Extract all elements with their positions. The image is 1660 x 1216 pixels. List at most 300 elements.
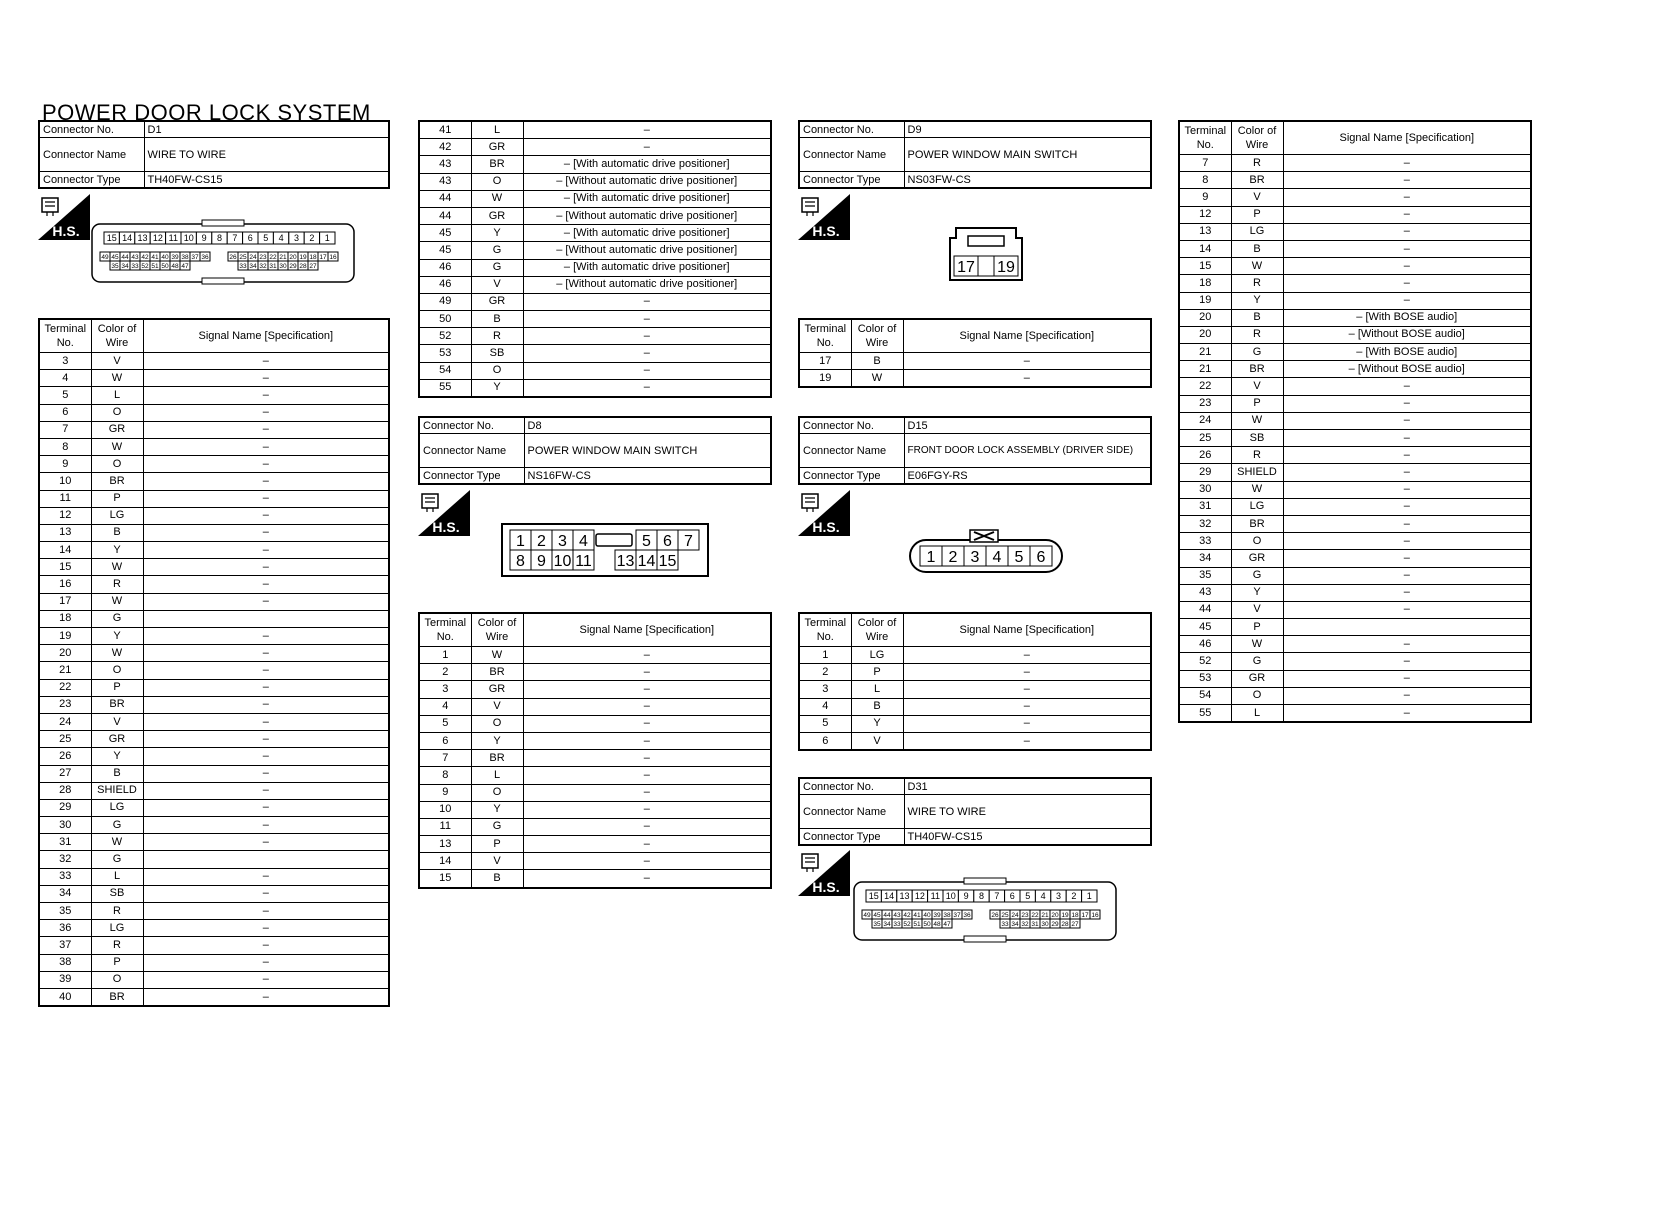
connector-lock-tab bbox=[964, 878, 1006, 884]
table-row bbox=[419, 311, 771, 328]
color-header: Color of Wire bbox=[91, 319, 143, 353]
signal-cell: – [With automatic drive positioner] bbox=[523, 156, 771, 173]
signal-cell: – bbox=[143, 834, 389, 851]
table-row bbox=[1179, 481, 1531, 498]
signal-cell: – bbox=[1283, 550, 1531, 567]
table-row bbox=[39, 610, 389, 627]
pin-number: 6 bbox=[247, 233, 253, 244]
connector-name-value: WIRE TO WIRE bbox=[904, 795, 1151, 829]
color-cell: B bbox=[91, 524, 143, 541]
pin-number: 26 bbox=[229, 253, 237, 261]
table-row bbox=[1179, 567, 1531, 584]
table-row bbox=[1179, 240, 1531, 257]
color-cell: R bbox=[91, 937, 143, 954]
color-cell: B bbox=[851, 698, 903, 715]
table-row bbox=[799, 353, 1151, 370]
pin-number: 33 bbox=[131, 262, 139, 270]
table-row bbox=[799, 698, 1151, 715]
table-row bbox=[799, 370, 1151, 388]
terminal-cell: 13 bbox=[419, 836, 471, 853]
harness-side-icon bbox=[38, 194, 90, 240]
signal-cell: – bbox=[143, 937, 389, 954]
signal-cell: – bbox=[1283, 670, 1531, 687]
connector-no-label: Connector No. bbox=[799, 778, 904, 795]
table-row bbox=[1179, 653, 1531, 670]
pin-number: 34 bbox=[249, 262, 257, 270]
color-cell: BR bbox=[1231, 172, 1283, 189]
color-cell: G bbox=[471, 818, 523, 835]
connector-no-label: Connector No. bbox=[799, 417, 904, 434]
signal-header: Signal Name [Specification] bbox=[523, 613, 771, 647]
terminal-cell: 15 bbox=[419, 870, 471, 888]
table-row bbox=[419, 156, 771, 173]
color-cell: SB bbox=[91, 885, 143, 902]
signal-cell: – bbox=[1283, 515, 1531, 532]
terminal-cell: 14 bbox=[419, 853, 471, 870]
pin-number: 28 bbox=[299, 262, 307, 270]
terminal-cell: 54 bbox=[1179, 687, 1231, 704]
signal-cell: – bbox=[523, 715, 771, 732]
signal-cell: – [With automatic drive positioner] bbox=[523, 225, 771, 242]
table-row bbox=[419, 664, 771, 681]
color-cell: W bbox=[471, 190, 523, 207]
d15-terminal-table bbox=[798, 612, 1152, 751]
signal-cell: – bbox=[1283, 533, 1531, 550]
pin-number: 30 bbox=[279, 262, 287, 270]
pin-number: 13 bbox=[899, 891, 910, 902]
signal-cell: – bbox=[143, 404, 389, 421]
pin-number: 28 bbox=[1061, 920, 1069, 928]
table-row bbox=[39, 868, 389, 885]
table-row bbox=[39, 954, 389, 971]
terminal-cell: 23 bbox=[1179, 395, 1231, 412]
color-cell: O bbox=[1231, 687, 1283, 704]
terminal-cell: 1 bbox=[799, 647, 851, 664]
terminal-cell: 29 bbox=[1179, 464, 1231, 481]
color-cell: GR bbox=[471, 207, 523, 224]
table-row bbox=[39, 731, 389, 748]
terminal-cell: 19 bbox=[39, 628, 91, 645]
signal-cell: – bbox=[1283, 601, 1531, 618]
pin-number: 38 bbox=[181, 253, 189, 261]
table-row bbox=[419, 818, 771, 835]
pin-number: 9 bbox=[201, 233, 207, 244]
table-row bbox=[419, 784, 771, 801]
signal-cell: – bbox=[903, 664, 1151, 681]
d1-terminal-table bbox=[38, 318, 390, 1007]
pin-number: 14 bbox=[122, 233, 133, 244]
color-cell: B bbox=[1231, 309, 1283, 326]
pin-number: 49 bbox=[101, 253, 109, 261]
terminal-cell: 37 bbox=[39, 937, 91, 954]
harness-side-icon bbox=[418, 490, 470, 536]
terminal-cell: 34 bbox=[1179, 550, 1231, 567]
terminal-header: Terminal No. bbox=[799, 613, 851, 647]
signal-cell: – bbox=[903, 681, 1151, 698]
color-cell: Y bbox=[91, 628, 143, 645]
terminal-cell: 4 bbox=[39, 370, 91, 387]
table-row bbox=[419, 362, 771, 379]
color-cell: W bbox=[91, 438, 143, 455]
table-row bbox=[39, 593, 389, 610]
terminal-cell: 46 bbox=[419, 276, 471, 293]
pin-number: 2 bbox=[309, 233, 315, 244]
d1-connector-info bbox=[38, 120, 390, 189]
pin-number: 22 bbox=[1031, 911, 1039, 919]
pin-number: 11 bbox=[930, 891, 940, 902]
terminal-cell: 33 bbox=[39, 868, 91, 885]
pin-number: 9 bbox=[963, 891, 969, 902]
terminal-cell: 45 bbox=[419, 242, 471, 259]
signal-cell: – bbox=[143, 765, 389, 782]
pin-number: 4 bbox=[278, 233, 284, 244]
terminal-cell: 50 bbox=[419, 311, 471, 328]
table-row bbox=[39, 404, 389, 421]
connector-lock-tab bbox=[202, 220, 244, 226]
pin-number: 50 bbox=[923, 920, 931, 928]
color-header: Color of Wire bbox=[471, 613, 523, 647]
pin-number: 5 bbox=[642, 532, 651, 550]
pin-number: 14 bbox=[884, 891, 895, 902]
table-row bbox=[419, 293, 771, 310]
pin-number: 21 bbox=[1041, 911, 1049, 919]
table-row bbox=[419, 173, 771, 190]
color-cell: W bbox=[91, 370, 143, 387]
terminal-cell: 23 bbox=[39, 696, 91, 713]
pin-number: 20 bbox=[1051, 911, 1059, 919]
signal-cell: – bbox=[143, 542, 389, 559]
table-row bbox=[419, 207, 771, 224]
color-cell: B bbox=[91, 765, 143, 782]
terminal-cell: 46 bbox=[419, 259, 471, 276]
connector-name-label: Connector Name bbox=[39, 138, 144, 172]
terminal-cell: 49 bbox=[419, 293, 471, 310]
table-row bbox=[39, 387, 389, 404]
signal-cell: – bbox=[143, 645, 389, 662]
table-row bbox=[39, 645, 389, 662]
table-row bbox=[1179, 258, 1531, 275]
d31-connector-face bbox=[852, 876, 1118, 951]
table-row bbox=[39, 456, 389, 473]
terminal-cell: 53 bbox=[419, 345, 471, 362]
pin-number: 40 bbox=[161, 253, 169, 261]
color-cell: P bbox=[851, 664, 903, 681]
pin-number: 47 bbox=[181, 262, 189, 270]
pin-number: 48 bbox=[933, 920, 941, 928]
signal-cell: – [Without automatic drive positioner] bbox=[523, 173, 771, 190]
signal-cell: – bbox=[1283, 292, 1531, 309]
table-row bbox=[1179, 601, 1531, 618]
connector-no-value: D1 bbox=[144, 121, 389, 138]
signal-cell: – [Without automatic drive positioner] bbox=[523, 242, 771, 259]
signal-cell: – bbox=[143, 490, 389, 507]
pin-number: 17 bbox=[957, 258, 975, 276]
table-row bbox=[1179, 515, 1531, 532]
pin-number: 18 bbox=[1071, 911, 1079, 919]
signal-cell: – [With BOSE audio] bbox=[1283, 344, 1531, 361]
terminal-cell: 34 bbox=[39, 885, 91, 902]
terminal-cell: 7 bbox=[39, 421, 91, 438]
terminal-cell: 25 bbox=[39, 731, 91, 748]
pin-number: 19 bbox=[299, 253, 307, 261]
pin-number: 2 bbox=[537, 532, 546, 550]
signal-cell: – bbox=[143, 576, 389, 593]
table-row bbox=[39, 490, 389, 507]
d9-connector-face bbox=[946, 226, 1026, 289]
connector-no-label: Connector No. bbox=[419, 417, 524, 434]
signal-cell: – bbox=[523, 853, 771, 870]
pin-number: 11 bbox=[575, 552, 592, 570]
table-row bbox=[39, 799, 389, 816]
pin-number: 27 bbox=[1071, 920, 1079, 928]
terminal-cell: 8 bbox=[39, 438, 91, 455]
color-cell: R bbox=[1231, 155, 1283, 172]
signal-header: Signal Name [Specification] bbox=[903, 613, 1151, 647]
color-cell: L bbox=[1231, 705, 1283, 723]
color-cell: O bbox=[471, 715, 523, 732]
signal-cell: – bbox=[1283, 275, 1531, 292]
table-row bbox=[1179, 447, 1531, 464]
pin-number: 3 bbox=[293, 233, 300, 244]
pin-number: 6 bbox=[1009, 891, 1015, 902]
signal-cell: – bbox=[143, 799, 389, 816]
connector-key-tab bbox=[202, 278, 244, 284]
d31-connector-info bbox=[798, 777, 1152, 846]
color-cell: G bbox=[91, 817, 143, 834]
pin-number: 33 bbox=[893, 920, 901, 928]
table-row bbox=[799, 715, 1151, 732]
signal-cell: – bbox=[143, 679, 389, 696]
terminal-cell: 25 bbox=[1179, 430, 1231, 447]
signal-cell: – bbox=[1283, 653, 1531, 670]
pin-number: 48 bbox=[171, 262, 179, 270]
signal-cell: – bbox=[143, 954, 389, 971]
terminal-header: Terminal No. bbox=[799, 319, 851, 353]
pin-number: 41 bbox=[913, 911, 921, 919]
pin-number: 7 bbox=[232, 233, 238, 244]
signal-cell: – bbox=[523, 362, 771, 379]
table-row bbox=[1179, 412, 1531, 429]
terminal-cell: 35 bbox=[1179, 567, 1231, 584]
color-cell: W bbox=[1231, 481, 1283, 498]
table-row bbox=[419, 681, 771, 698]
terminal-cell: 20 bbox=[39, 645, 91, 662]
terminal-cell: 12 bbox=[1179, 206, 1231, 223]
terminal-cell: 12 bbox=[39, 507, 91, 524]
d1-terminal-table-continued bbox=[418, 120, 772, 398]
terminal-cell: 7 bbox=[1179, 155, 1231, 172]
table-row bbox=[1179, 172, 1531, 189]
terminal-cell: 15 bbox=[39, 559, 91, 576]
connector-key-tab bbox=[964, 936, 1006, 942]
signal-cell: – bbox=[143, 559, 389, 576]
connector-name-value: POWER WINDOW MAIN SWITCH bbox=[524, 434, 771, 468]
connector-latch bbox=[596, 534, 632, 546]
signal-cell: – bbox=[143, 868, 389, 885]
terminal-cell: 8 bbox=[419, 767, 471, 784]
terminal-cell: 22 bbox=[39, 679, 91, 696]
hs-connector-glyph bbox=[802, 198, 818, 212]
signal-cell: – bbox=[1283, 378, 1531, 395]
terminal-cell: 32 bbox=[1179, 515, 1231, 532]
color-cell: BR bbox=[91, 988, 143, 1006]
terminal-cell: 17 bbox=[39, 593, 91, 610]
color-cell: P bbox=[1231, 619, 1283, 636]
terminal-cell: 55 bbox=[419, 379, 471, 397]
signal-cell: – bbox=[523, 698, 771, 715]
pin-number: 42 bbox=[141, 253, 149, 261]
terminal-cell: 41 bbox=[419, 121, 471, 139]
pin-number: 32 bbox=[1021, 920, 1029, 928]
signal-cell: – bbox=[523, 647, 771, 664]
table-row bbox=[39, 971, 389, 988]
color-cell: O bbox=[1231, 533, 1283, 550]
table-row bbox=[419, 345, 771, 362]
signal-cell: – bbox=[523, 836, 771, 853]
connector-type-label: Connector Type bbox=[799, 172, 904, 189]
color-cell: P bbox=[91, 954, 143, 971]
table-row bbox=[1179, 584, 1531, 601]
terminal-cell: 43 bbox=[419, 173, 471, 190]
table-row bbox=[1179, 687, 1531, 704]
d1-connector-face bbox=[90, 218, 356, 293]
pin-number: 37 bbox=[191, 253, 199, 261]
color-cell: V bbox=[471, 276, 523, 293]
connector-name-value: POWER WINDOW MAIN SWITCH bbox=[904, 138, 1151, 172]
terminal-cell: 6 bbox=[39, 404, 91, 421]
d8-connector-info bbox=[418, 416, 772, 485]
signal-cell: – bbox=[1283, 498, 1531, 515]
pin-number: 24 bbox=[249, 253, 257, 261]
pin-number: 32 bbox=[259, 262, 267, 270]
signal-cell: – [Without automatic drive positioner] bbox=[523, 276, 771, 293]
terminal-cell: 5 bbox=[419, 715, 471, 732]
color-cell: Y bbox=[471, 379, 523, 397]
pin-number: 30 bbox=[1041, 920, 1049, 928]
color-cell: BR bbox=[1231, 515, 1283, 532]
connector-type-label: Connector Type bbox=[799, 829, 904, 846]
color-cell: V bbox=[1231, 601, 1283, 618]
table-row bbox=[39, 628, 389, 645]
table-row bbox=[1179, 309, 1531, 326]
signal-cell: – bbox=[1283, 705, 1531, 723]
pin-number: 51 bbox=[913, 920, 921, 928]
table-row bbox=[419, 139, 771, 156]
table-row bbox=[39, 851, 389, 868]
color-cell: R bbox=[471, 328, 523, 345]
hs-connector-glyph bbox=[42, 198, 58, 212]
terminal-cell: 8 bbox=[1179, 172, 1231, 189]
color-cell: W bbox=[1231, 412, 1283, 429]
terminal-cell: 13 bbox=[39, 524, 91, 541]
signal-cell: – bbox=[523, 801, 771, 818]
pin-number: 3 bbox=[1055, 891, 1062, 902]
color-cell: LG bbox=[1231, 223, 1283, 240]
table-row bbox=[1179, 636, 1531, 653]
color-cell: R bbox=[1231, 447, 1283, 464]
table-row bbox=[1179, 430, 1531, 447]
hs-label: H.S. bbox=[812, 879, 840, 895]
pin-number: 4 bbox=[1040, 891, 1046, 902]
terminal-cell: 54 bbox=[419, 362, 471, 379]
connector-type-label: Connector Type bbox=[39, 172, 144, 189]
connector-no-value: D9 bbox=[904, 121, 1151, 138]
terminal-cell: 2 bbox=[419, 664, 471, 681]
table-row bbox=[799, 664, 1151, 681]
signal-cell: – [With BOSE audio] bbox=[1283, 309, 1531, 326]
signal-cell: – bbox=[1283, 430, 1531, 447]
pin-number: 34 bbox=[883, 920, 891, 928]
table-row bbox=[39, 662, 389, 679]
signal-cell: – bbox=[1283, 223, 1531, 240]
pin-number: 12 bbox=[152, 233, 163, 244]
signal-cell: – [With automatic drive positioner] bbox=[523, 190, 771, 207]
hs-label: H.S. bbox=[812, 223, 840, 239]
table-row bbox=[39, 834, 389, 851]
d9-connector-info bbox=[798, 120, 1152, 189]
connector-latch bbox=[968, 236, 1004, 246]
pin-number: 1 bbox=[324, 233, 330, 244]
harness-side-icon bbox=[798, 850, 850, 896]
table-row bbox=[39, 421, 389, 438]
hs-label: H.S. bbox=[432, 519, 460, 535]
signal-cell: – bbox=[143, 593, 389, 610]
color-cell: GR bbox=[471, 293, 523, 310]
pin-number: 15 bbox=[106, 233, 117, 244]
pin-number: 9 bbox=[537, 552, 546, 570]
color-cell: G bbox=[91, 851, 143, 868]
color-cell: LG bbox=[1231, 498, 1283, 515]
table-row bbox=[39, 903, 389, 920]
d8-connector-face bbox=[500, 522, 710, 583]
terminal-cell: 5 bbox=[799, 715, 851, 732]
color-cell: G bbox=[91, 610, 143, 627]
table-row bbox=[1179, 292, 1531, 309]
color-cell: B bbox=[471, 311, 523, 328]
table-row bbox=[419, 698, 771, 715]
table-row bbox=[419, 715, 771, 732]
color-header: Color of Wire bbox=[1231, 121, 1283, 155]
color-cell: O bbox=[91, 404, 143, 421]
color-cell: W bbox=[91, 834, 143, 851]
color-cell: B bbox=[851, 353, 903, 370]
terminal-cell: 24 bbox=[1179, 412, 1231, 429]
pin-number: 8 bbox=[516, 552, 525, 570]
terminal-cell: 43 bbox=[1179, 584, 1231, 601]
connector-no-value: D31 bbox=[904, 778, 1151, 795]
signal-cell: – bbox=[143, 817, 389, 834]
pin-number: 43 bbox=[131, 253, 139, 261]
color-cell: G bbox=[471, 259, 523, 276]
terminal-cell: 26 bbox=[1179, 447, 1231, 464]
signal-cell: – bbox=[523, 784, 771, 801]
terminal-cell: 40 bbox=[39, 988, 91, 1006]
signal-cell: – bbox=[903, 715, 1151, 732]
hs-label: H.S. bbox=[52, 223, 80, 239]
connector-name-label: Connector Name bbox=[799, 434, 904, 468]
color-header: Color of Wire bbox=[851, 319, 903, 353]
terminal-cell: 10 bbox=[39, 473, 91, 490]
terminal-cell: 29 bbox=[39, 799, 91, 816]
table-row bbox=[39, 370, 389, 387]
table-row bbox=[39, 576, 389, 593]
terminal-cell: 3 bbox=[799, 681, 851, 698]
color-cell: G bbox=[471, 242, 523, 259]
signal-cell: – bbox=[523, 139, 771, 156]
table-row bbox=[1179, 189, 1531, 206]
pin-number: 8 bbox=[216, 233, 223, 244]
hs-connector-glyph bbox=[802, 854, 818, 868]
